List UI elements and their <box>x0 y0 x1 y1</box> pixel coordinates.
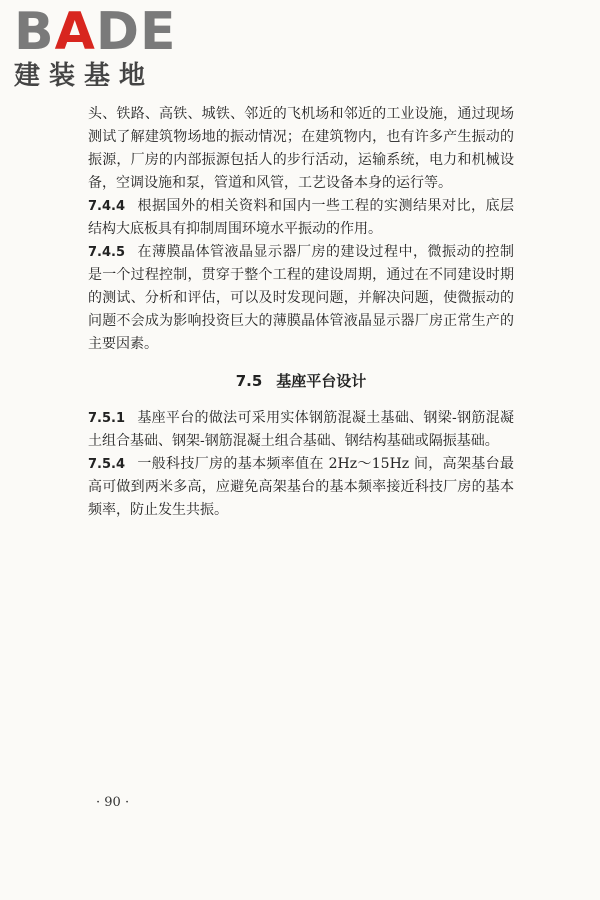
clause-text: 一般科技厂房的基本频率值在 2Hz～15Hz 间，高架基台最高可做到两米多高，应避免高架基台的基本频率接近科技厂房的基本频率，防止发生共振。 <box>88 456 514 518</box>
page-body <box>88 103 514 522</box>
logo-chinese-text: 建装基地 <box>14 61 155 91</box>
logo-latin-accent: A <box>54 2 96 62</box>
logo-latin-prefix: B <box>14 2 55 62</box>
clause-number: 7.4.5 <box>88 245 126 260</box>
clause-7-4-4 <box>88 195 514 241</box>
clause-7-5-1 <box>88 407 514 453</box>
clause-number: 7.5.1 <box>88 411 126 426</box>
clause-text: 根据国外的相关资料和国内一些工程的实测结果对比，底层结构大底板具有抑制周围环境水平振动的作用。 <box>88 198 514 237</box>
logo-latin-suffix: DE <box>95 2 177 62</box>
section-title-text: 基座平台设计 <box>276 372 367 390</box>
clause-text: 基座平台的做法可采用实体钢筋混凝土基础、钢梁-钢筋混凝土组合基础、钢架-钢筋混凝土组合基础、钢结构基础或隔振基础。 <box>88 410 514 449</box>
bade-logo <box>14 4 184 92</box>
section-heading <box>88 370 514 393</box>
paragraph-continued: 头、铁路、高铁、城铁、邻近的飞机场和邻近的工业设施，通过现场测试了解建筑物场地的振动情况；在建筑物内，也有许多产生振动的振源，厂房的内部振源包括人的步行活动，运输系统，电力和机械设备，空调设施和泵，管道和风管，工艺设备本身的运行等。 <box>88 106 514 191</box>
clause-7-4-5 <box>88 241 514 356</box>
page-number: · 90 · <box>96 795 130 810</box>
clause-7-5-4 <box>88 453 514 522</box>
clause-text: 在薄膜晶体管液晶显示器厂房的建设过程中，微振动的控制是一个过程控制，贯穿于整个工程的建设周期，通过在不同建设时期的测试、分析和评估，可以及时发现问题，并解决问题，使微振动的问题不会成为影响投资巨大的薄膜晶体管液晶显示器厂房正常生产的主要因素。 <box>88 244 514 352</box>
section-number: 7.5 <box>235 372 263 390</box>
clause-number: 7.5.4 <box>88 457 126 472</box>
clause-number: 7.4.4 <box>88 199 126 214</box>
logo-latin-text <box>14 4 184 60</box>
